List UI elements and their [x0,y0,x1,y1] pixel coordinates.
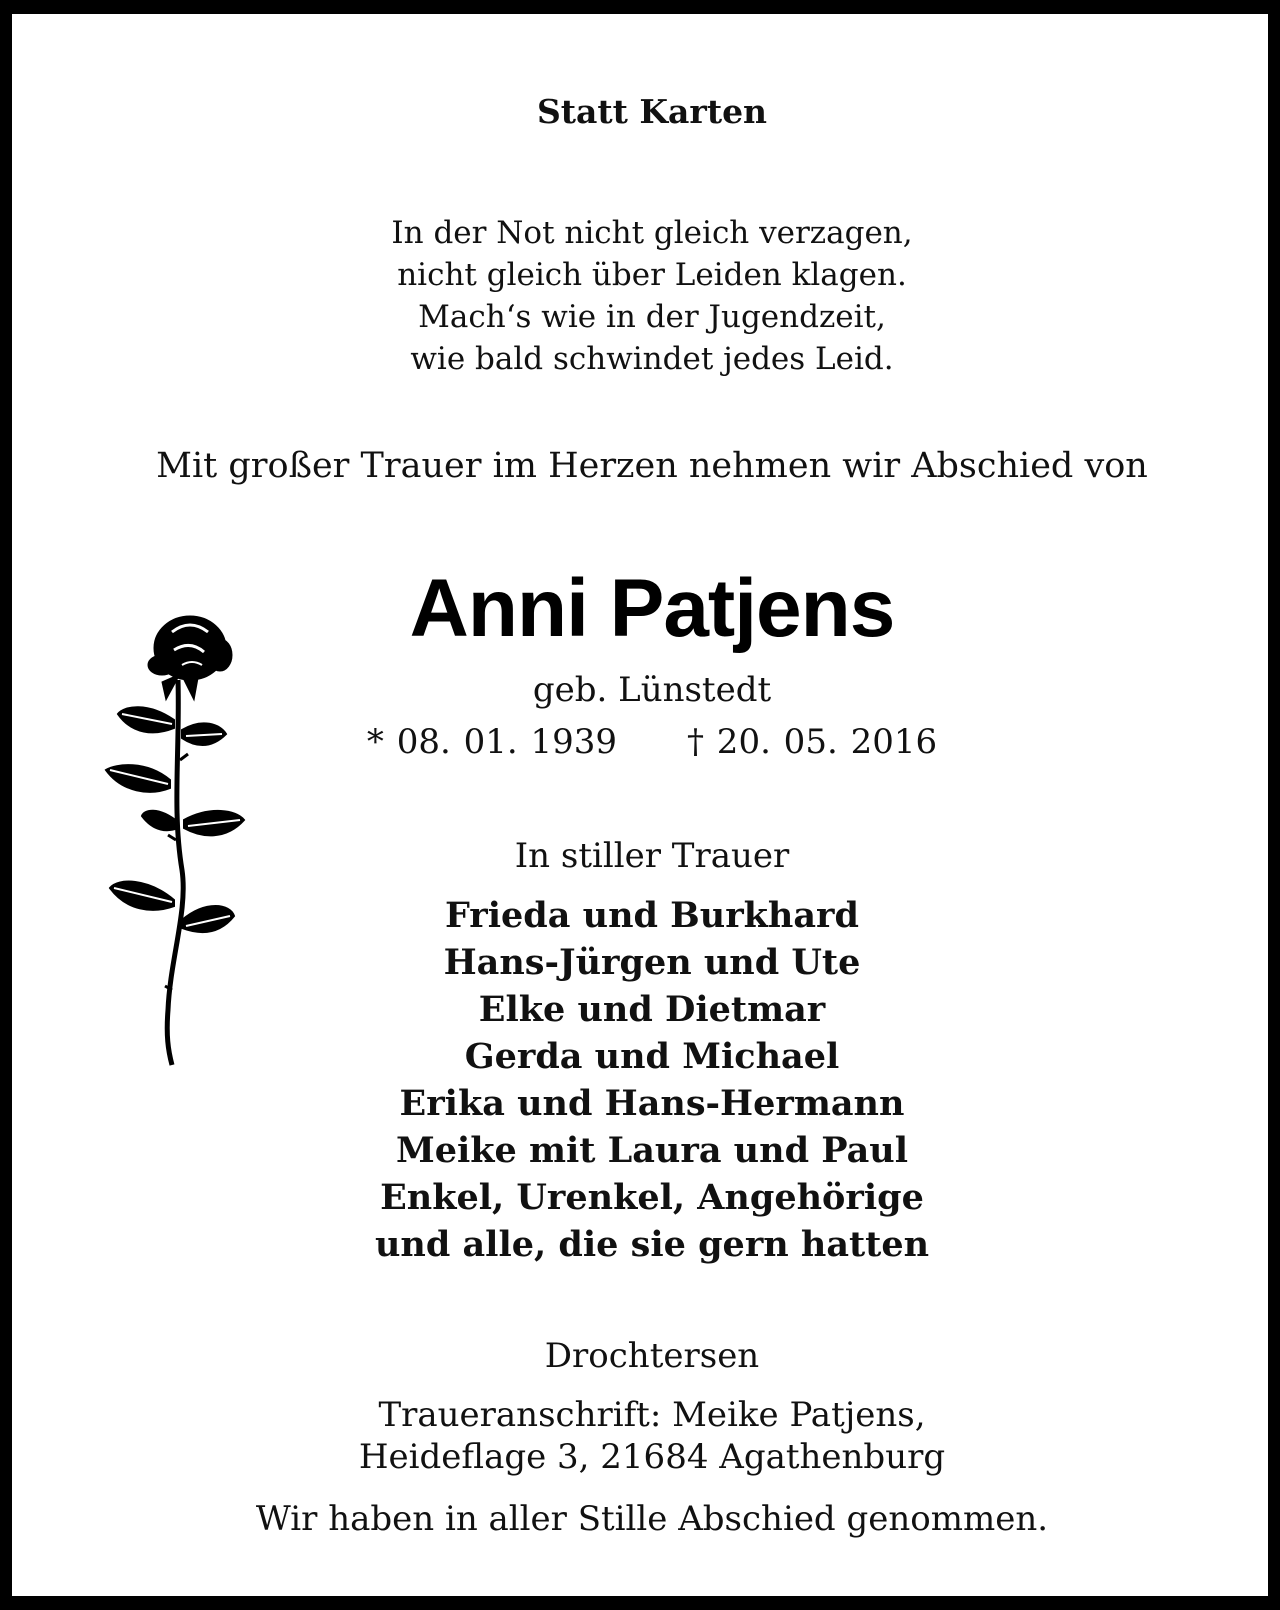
rose-icon [102,610,252,1070]
intro-text: Mit großer Trauer im Herzen nehmen wir Abschied von [156,446,1148,486]
birth-name: geb. Lünstedt [532,670,772,710]
verse-line: wie bald schwindet jedes Leid. [410,341,894,377]
mourning-address [12,1394,1280,1478]
death-date: † 20. 05. 2016 [687,722,938,762]
address-line: Heideflage 3, 21684 Agathenburg [358,1437,946,1477]
place-text: Drochtersen [544,1336,760,1376]
mourner-line: Erika und Hans-Hermann [399,1083,905,1124]
mourning-line: In stiller Trauer [514,836,790,876]
mourner-line: Gerda und Michael [464,1036,840,1077]
verse-line: nicht gleich über Leiden klagen. [397,257,907,293]
address-line: Traueranschrift: Meike Patjens, [378,1395,926,1435]
closing-text: Wir haben in aller Stille Abschied genommen. [255,1499,1049,1539]
deceased-name: Anni Patjens [409,563,895,654]
verse-line: In der Not nicht gleich verzagen, [391,215,913,251]
mourner-line: Hans-Jürgen und Ute [443,942,861,983]
mourner-line: Elke und Dietmar [478,989,826,1030]
mourner-line: und alle, die sie gern hatten [374,1224,930,1265]
verse [12,212,1280,380]
mourner-line: Meike mit Laura und Paul [395,1130,909,1171]
birth-date: * 08. 01. 1939 [366,722,617,762]
mourner-line: Frieda und Burkhard [445,895,859,936]
header-text: Statt Karten [536,92,768,131]
verse-line: Mach‘s wie in der Jugendzeit, [418,299,886,335]
mourner-line: Enkel, Urenkel, Angehörige [380,1177,924,1218]
